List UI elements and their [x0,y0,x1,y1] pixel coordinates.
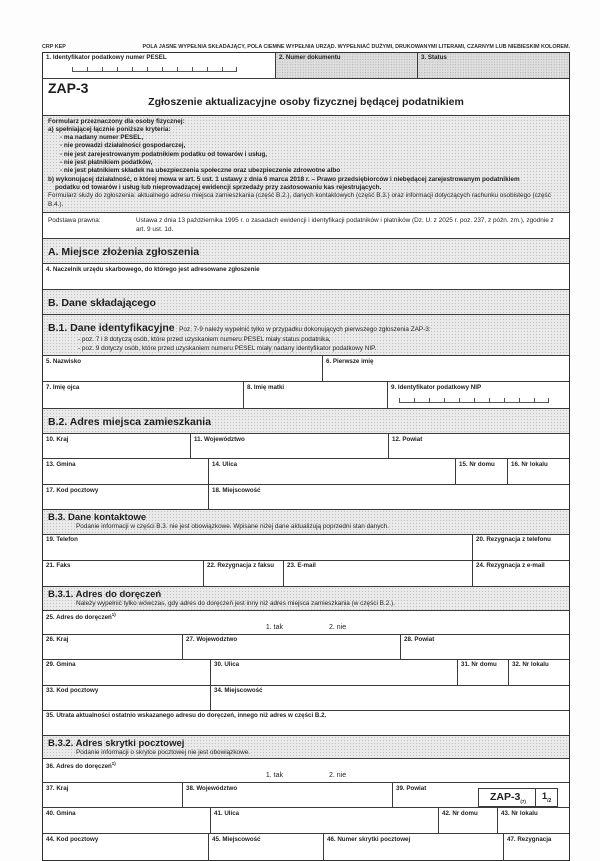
footer-form-code: ZAP-$3_{(7)}$ [479,789,535,806]
field-34-miejscowosc[interactable] [211,686,569,710]
row-field-25 [43,611,569,635]
field-13-gmina[interactable] [43,459,209,484]
field-35-utrata-aktualnosci[interactable] [43,711,569,735]
field-38-label: 38. Województwo [186,785,389,792]
row-fields-21-24 [43,561,569,587]
field-17-kod-pocztowy[interactable] [43,485,209,509]
option-36-nie[interactable]: 2. nie [329,772,346,779]
section-b1-note-line: - poz. 9 dotyczy osób, które przed uzyskaniem numeru PESEL miały nadany identyfikator podatkowy NIP. [78,345,564,353]
field-11-wojewodztwo[interactable] [191,434,389,458]
field-10-kraj[interactable] [43,434,191,458]
row-fields-13-16 [43,459,569,485]
field-21-faks[interactable] [43,561,204,586]
footnote-marker: 1) [112,761,116,766]
row-fields-17-18 [43,485,569,510]
intro-line: podatku od towarów i usług lub nieprowadzącej ewidencji sprzedaży przy zastosowaniu kas rejestrujących. [55,184,564,192]
footer-page-badge [478,788,558,807]
field-33-label: 33. Kod pocztowy [46,687,207,694]
field-24-label: 24. Rezygnacja z e-mail [476,562,566,569]
field-41-label: 41. Ulica [214,810,435,817]
field-14-label: 14. Ulica [212,461,452,468]
legal-basis-label: Podstawa prawna: [48,217,136,234]
field-15-nr-domu[interactable] [456,459,508,484]
field-32-label: 32. Nr lokalu [512,661,566,668]
section-b31-title: B.3.1. Adres do doręczeń [48,590,564,600]
field-37-label: 37. Kraj [46,785,179,792]
intro-line: - ma nadany numer PESEL, [60,134,564,142]
intro-line: - nie jest płatnikiem składek na ubezpieczenia społeczne oraz ubezpieczenie zdrowotne albo [60,167,564,175]
field-29-gmina[interactable] [43,660,211,685]
row-field-36 [43,759,569,783]
section-a-title: A. Miejsce złożenia zgłoszenia [48,246,199,258]
field-37-kraj[interactable] [43,783,183,807]
field-24-rezygnacja-email[interactable] [473,561,569,586]
pesel-label: 1. Identyfikator podatkowy numer PESEL [46,54,272,61]
field-27-label: 27. Województwo [186,636,397,643]
field-23-label: 23. E-mail [287,562,469,569]
intro-line: - nie jest zarejestrowanym podatnikiem podatku od towarów i usług, [60,151,564,159]
field-25-label: 25. Adres do doręczeń$^{1)}$ [46,612,566,622]
field-40-gmina[interactable] [43,808,211,833]
intro-line: a) spełniającej łącznie poniższe kryteria: [48,126,564,134]
section-b1-header [43,315,569,356]
field-11-label: 11. Województwo [194,436,385,443]
status-label: 3. Status [421,54,566,61]
field-12-powiat[interactable] [389,434,569,458]
field-6-label: 6. Pierwsze imię [326,358,566,365]
field-44-kod-pocztowy[interactable] [43,834,209,860]
field-36-adres-do-doreczen[interactable] [43,759,569,782]
field-42-nr-domu[interactable] [439,808,498,833]
option-25-nie[interactable]: 2. nie [329,624,346,631]
field-6-pierwsze-imie[interactable] [323,356,569,381]
section-b-title: B. Dane składającego [48,297,156,309]
zap3-form [42,52,570,861]
field-46-numer-skrytki[interactable] [324,834,504,860]
title-block [43,79,569,115]
pesel-field[interactable] [43,53,276,78]
field-26-label: 26. Kraj [46,636,179,643]
row-fields-33-34 [43,686,569,711]
section-b31-header [43,587,569,611]
page-top-meta [42,44,570,50]
field-7-imie-ojca[interactable] [43,382,244,408]
field-8-imie-matki[interactable] [244,382,388,408]
row-fields-10-12 [43,434,569,459]
field-30-label: 30. Ulica [214,661,454,668]
form-page [42,44,570,861]
field-36-label: 36. Adres do doręczeń$^{1)}$ [46,761,566,771]
field-7-label: 7. Imię ojca [46,384,240,391]
section-b2-header [43,409,569,434]
row-intro [43,116,569,214]
field-29-label: 29. Gmina [46,661,207,668]
field-27-wojewodztwo[interactable] [183,635,401,659]
document-number-label: 2. Numer dokumentu [279,54,414,61]
row-field-35 [43,711,569,736]
row-title [43,79,569,116]
document-number-field[interactable] [276,53,418,78]
row-fields-5-6 [43,356,569,382]
field-41-ulica[interactable] [211,808,439,833]
field-47-rezygnacja[interactable] [504,834,569,860]
section-b2-title: B.2. Adres miejsca zamieszkania [48,416,211,428]
section-b-header [43,290,569,315]
row-fields-44-47 [43,834,569,860]
field-15-label: 15. Nr domu [459,461,504,468]
intro-box [43,116,569,213]
field-28-powiat[interactable] [401,635,569,659]
field-18-miejscowosc[interactable] [209,485,569,509]
option-25-tak[interactable]: 1. tak [266,624,283,631]
form-code: ZAP-3 [48,80,88,96]
row-fields-26-28 [43,635,569,660]
field-43-label: 43. Nr lokalu [501,810,566,817]
field-8-label: 8. Imię matki [247,384,384,391]
field-5-nazwisko[interactable] [43,356,323,381]
footer-page-total: /2 [547,798,551,804]
field-38-wojewodztwo[interactable] [183,783,393,807]
row-fields-40-43 [43,808,569,834]
field-31-label: 31. Nr domu [461,661,505,668]
status-field[interactable] [418,53,569,78]
section-b31-note: Należy wypełnić tylko wówczas, gdy adres do doręczeń jest inny niż adres miejsca zamieszkania (w części B.2.). [76,600,564,608]
section-b1-note-line: - poz. 7 i 8 dotyczą osób, które przed uzyskaniem numeru PESEL miały status podatnika, [78,336,564,344]
section-b32-title: B.3.2. Adres skrytki pocztowej [48,739,564,749]
field-44-label: 44. Kod pocztowy [46,836,205,843]
field-39-label: 39. Powiat [396,785,566,792]
field-19-telefon[interactable] [43,535,473,560]
fill-instruction: POLA JASNE WYPEŁNIA SKŁADAJĄCY, POLA CIEMNE WYPEŁNIA URZĄD. WYPEŁNIAĆ DUŻYMI, DRUKOWANYMI LITERAMI, CZARNYM LUB NIEBIESKIM KOLOREM. [143,44,570,50]
field-33-kod-pocztowy[interactable] [43,686,211,710]
field-35-label: 35. Utrata aktualności ostatnio wskazanego adresu do doręczeń, innego niż adres w części B.2. [46,712,566,719]
field-34-label: 34. Miejscowość [214,687,566,694]
field-14-ulica[interactable] [209,459,456,484]
field-19-label: 19. Telefon [46,536,469,543]
field-10-label: 10. Kraj [46,436,187,443]
legal-basis-text: Ustawa z dnia 13 października 1995 r. o zasadach ewidencji i identyfikacji podatników i płatników (Dz. U. z 2025 r. poz. 237, z późn. zm.), zgodnie z art. 9 ust. 1d. [136,217,564,234]
field-32-nr-lokalu[interactable] [509,660,569,685]
row-fields-7-9 [43,382,569,409]
footer-page-number: $1_{/2}$ [535,789,557,806]
nip-comb-input[interactable] [399,398,550,403]
row-identifiers [43,53,569,79]
field-45-miejscowosc[interactable] [209,834,324,860]
field-26-kraj[interactable] [43,635,183,659]
field-42-label: 42. Nr domu [442,810,494,817]
field-9-nip[interactable] [388,382,569,408]
field-22-rezygnacja-faks[interactable] [204,561,284,586]
field-43-nr-lokalu[interactable] [498,808,569,833]
row-legal [43,213,569,239]
option-36-tak[interactable]: 1. tak [266,772,283,779]
form-title: Zgłoszenie aktualizacyjne osoby fizycznej będącej podatnikiem [46,80,566,108]
field-13-label: 13. Gmina [46,461,205,468]
intro-line: Formularz służy do zgłoszenia: aktualnego adresu miejsca zamieszkania (część B.2.), danych kontaktowych (część B.3.) oraz informacji dotyczących rachunku osobistego (część B.4.). [48,192,564,209]
field-4-label: 4. Naczelnik urzędu skarbowego, do którego jest adresowane zgłoszenie [46,266,566,273]
registry-label: CRP KEP [42,44,66,50]
field-5-label: 5. Nazwisko [46,358,319,365]
row-fields-19-20 [43,535,569,561]
field-20-label: 20. Rezygnacja z telefonu [476,536,566,543]
field-30-ulica[interactable] [211,660,458,685]
section-a-header [43,239,569,264]
row-fields-29-32 [43,660,569,686]
field-16-label: 16. Nr lokalu [511,461,566,468]
field-20-rezygnacja-telefon[interactable] [473,535,569,560]
section-b32-note: Podanie informacji o skrytce pocztowej nie jest obowiązkowe. [76,749,564,757]
section-b3-header [43,510,569,535]
field-21-label: 21. Faks [46,562,200,569]
field-40-label: 40. Gmina [46,810,207,817]
field-12-label: 12. Powiat [392,436,566,443]
field-28-label: 28. Powiat [404,636,566,643]
footnote-marker: 1) [112,612,116,617]
intro-line: Formularz przeznaczony dla osoby fizycznej: [48,118,564,126]
row-field-4 [43,264,569,290]
field-4-naczelnik[interactable] [43,264,569,289]
field-18-label: 18. Miejscowość [212,487,566,494]
intro-line: b) wykonującej działalność, o której mowa w art. 5 ust. 1 ustawy z dnia 6 marca 2018 r. – Prawo przedsiębiorców i niebędącej zarejestrowanym podatnikiem [48,176,564,184]
section-b1-note-intro: Poz. 7-9 należy wypełnić tylko w przypadku dokonujących pierwszego zgłoszenia ZAP-3: [179,326,431,333]
pesel-comb-input[interactable] [72,67,238,72]
field-46-label: 46. Numer skrytki pocztowej [327,836,500,843]
field-16-nr-lokalu[interactable] [508,459,569,484]
section-b3-note: Podanie informacji w części B.3. nie jest obowiązkowe. Wpisane niżej dane aktualizują poprzedni stan danych. [76,523,564,531]
field-22-label: 22. Rezygnacja z faksu [207,562,280,569]
section-b3-title: B.3. Dane kontaktowe [48,513,564,523]
field-47-label: 47. Rezygnacja [507,836,566,843]
field-25-adres-do-doreczen[interactable] [43,611,569,634]
footer-variant: (7) [520,799,526,804]
intro-line: - nie jest płatnikiem podatków, [60,159,564,167]
field-31-nr-domu[interactable] [458,660,509,685]
field-17-label: 17. Kod pocztowy [46,487,205,494]
section-b32-header [43,736,569,760]
field-45-label: 45. Miejscowość [212,836,320,843]
field-9-label: 9. Identyfikator podatkowy NIP [391,384,566,391]
section-b1-title: B.1. Dane identyfikacyjne [48,322,175,334]
legal-basis [43,213,569,238]
field-23-email[interactable] [284,561,473,586]
intro-line: - nie prowadzi działalności gospodarczej, [60,142,564,150]
